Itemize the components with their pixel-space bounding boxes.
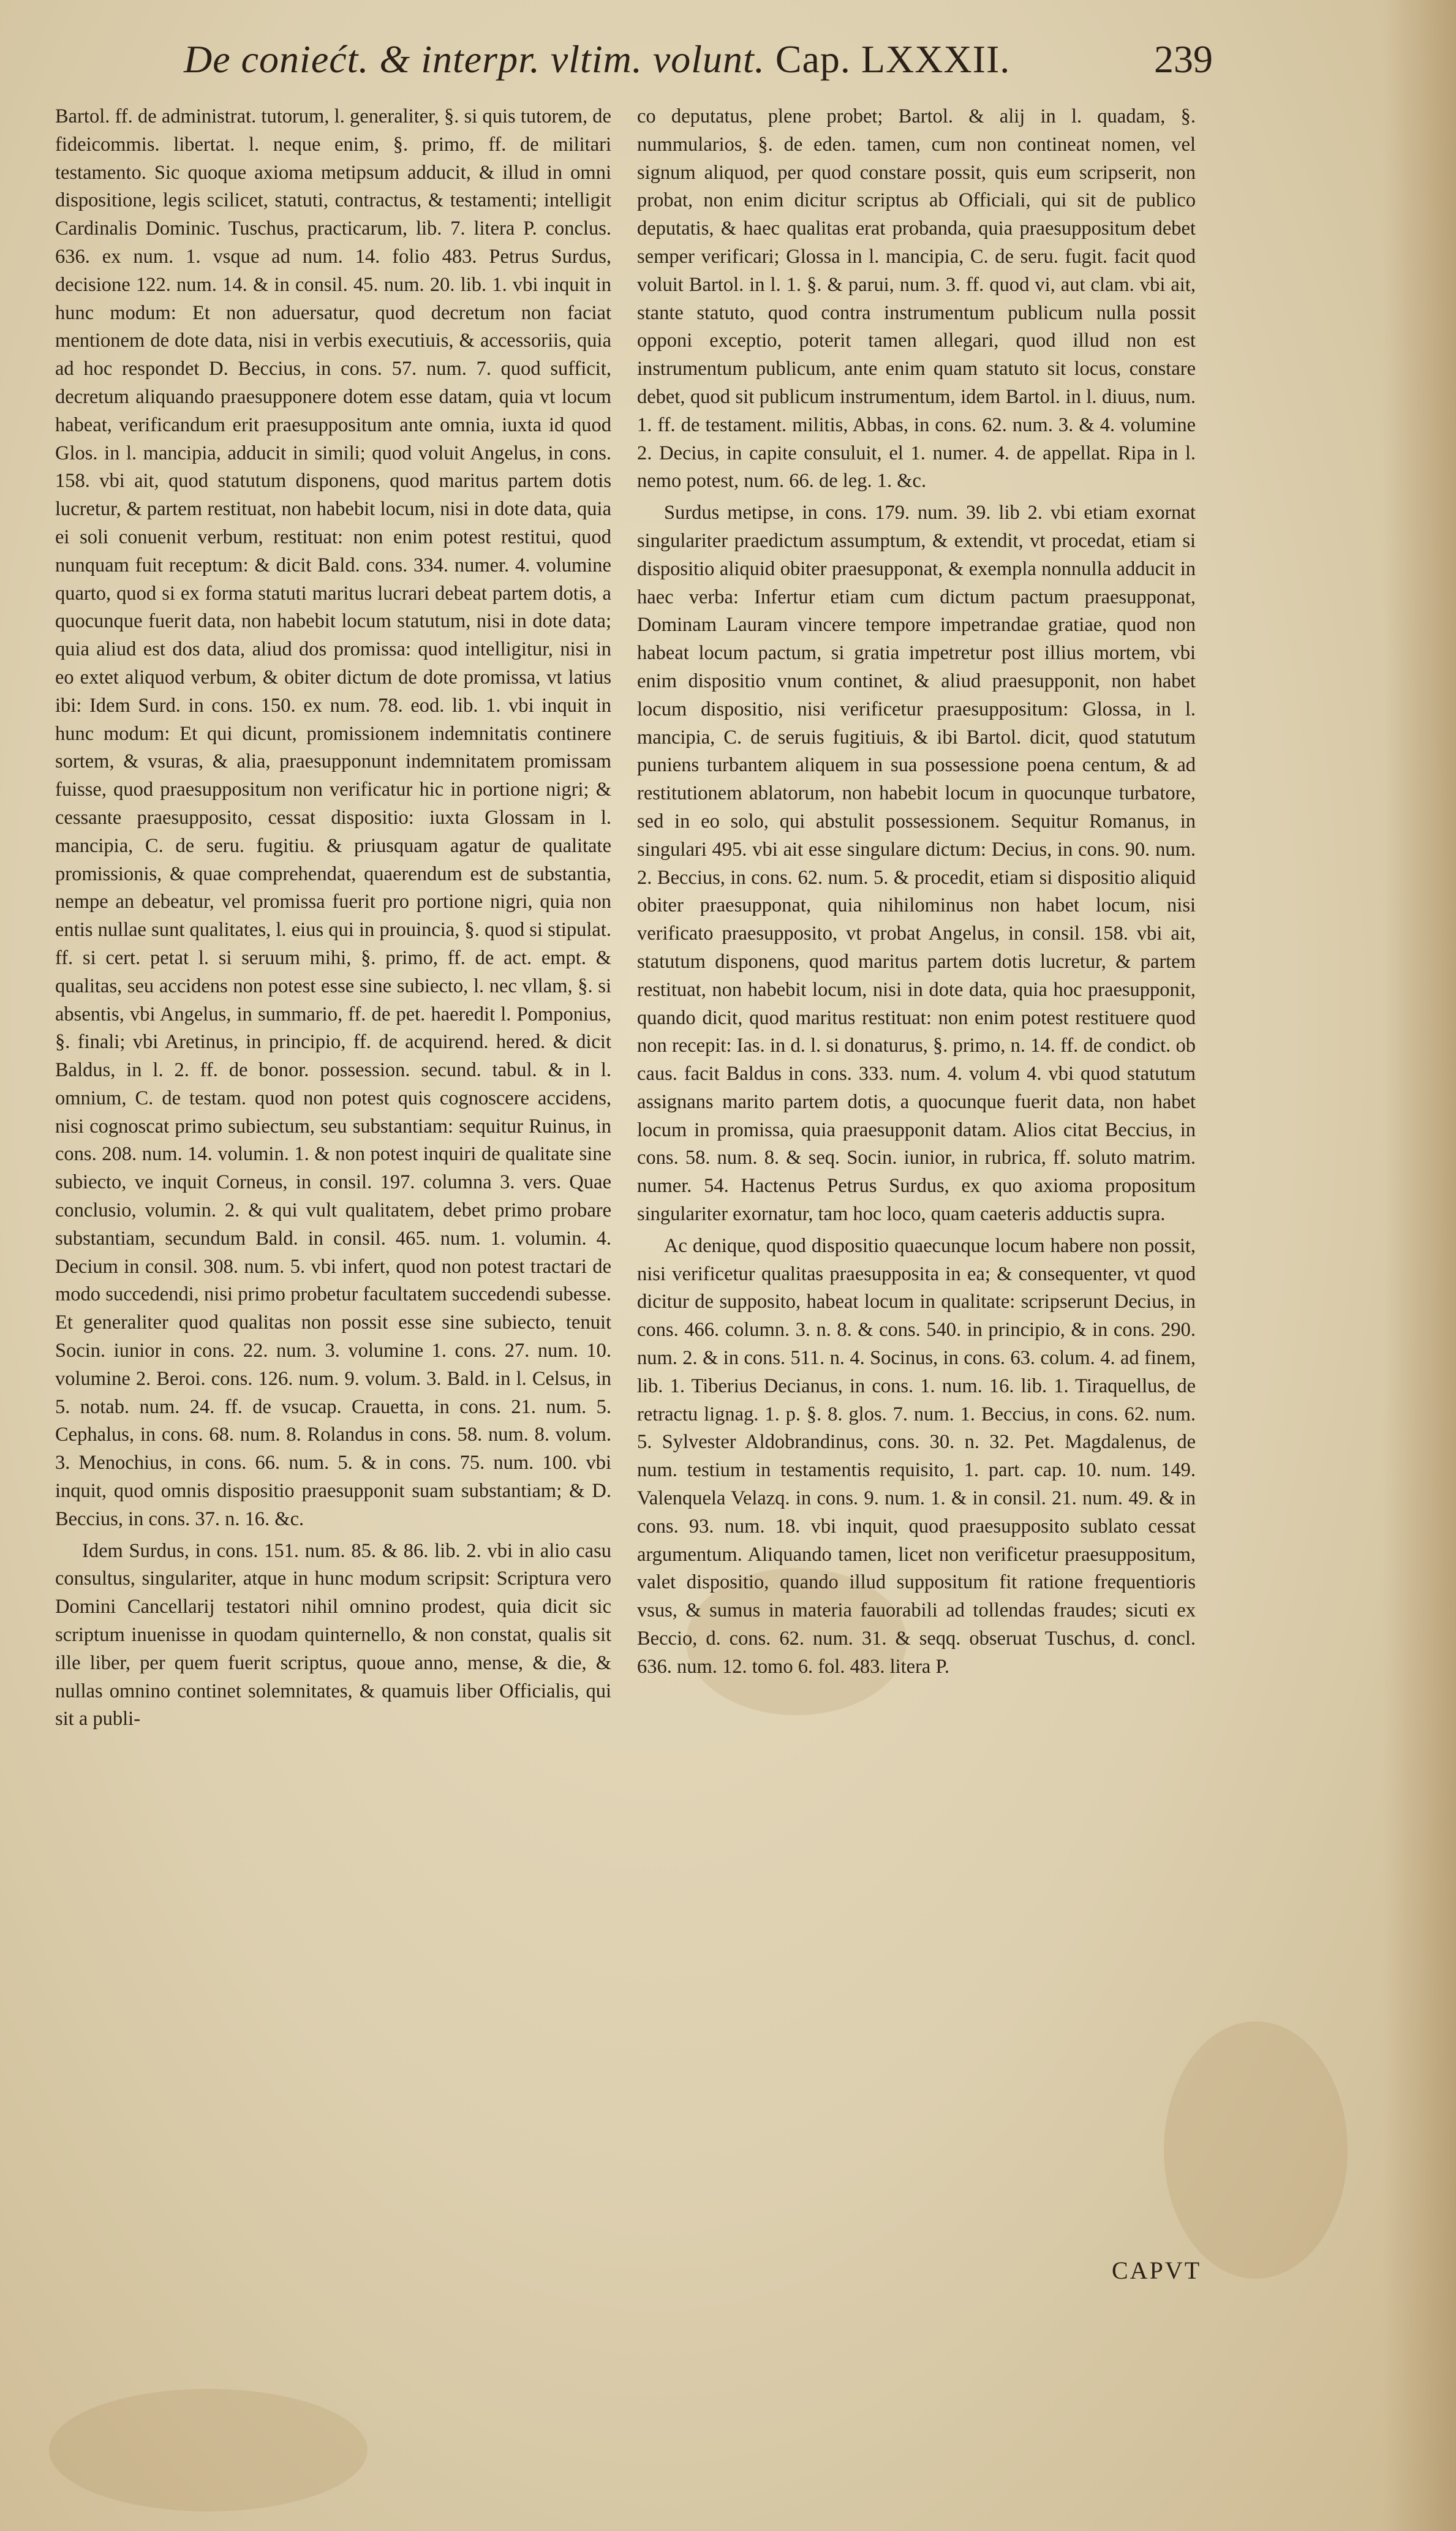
paragraph: Ac denique, quod dispositio quaecunque locum habere non possit, nisi verificetur qualitas praesupposita in ea; & consequenter, vt quod dicitur de supposito, habeat locum in qualitate: scripserunt Decius, in cons. 466. column. 3. n. 8. & cons. 540. in principio, & in cons. 290. num. 2. & in cons. 511. n. 4. Socinus, in cons. 63. colum. 4. ad finem, lib. 1. Tiberius Decianus, in cons. 1. num. 16. lib. 1. Tiraquellus, de retractu lignag. 1. p. §. 8. glos. 7. num. 1. Beccius, in cons. 62. num. 5. Sylvester Aldobrandinus, cons. 30. n. 32. Pet. Magdalenus, de num. testium in testamentis requisito, 1. part. cap. 10. num. 149. Valenquela Velazq. in cons. 9. num. 1. & in consil. 21. num. 49. & in cons. 93. num. 18. vbi inquit, quod praesupposito sublato cessat argumentum. Aliquando tamen, licet non verificetur praesuppositum, valet dispositio, quando illud suppositum fit ratione frequentioris vsus, & sumus in materia fauorabili ad tollendas fraudes; sicuti ex Beccio, d. cons. 62. num. 31. & seqq. obseruat Tuschus, d. concl. 636. num. 12. tomo 6. fol. 483. litera P. [637, 1234, 1196, 1678]
page-number: 239 [1154, 37, 1213, 81]
running-head-title: De coniećt. & interpr. vltim. volunt. [184, 37, 765, 81]
paragraph: Bartol. ff. de administrat. tutorum, l. generaliter, §. si quis tutorem, de fideicommis. libertat. l. neque enim, §. primo, ff. de militari testamento. Sic quoque axioma metipsum adducit, & illud in omni dispositione, legis scilicet, statuti, contractus, & testamenti; intelligit Cardinalis Dominic. Tuschus, practicarum, lib. 7. litera P. conclus. 636. ex num. 1. vsque ad num. 14. folio 483. Petrus Surdus, decisione 122. num. 14. & in consil. 45. num. 20. lib. 1. vbi inquit in hunc modum: Et non aduersatur, quod decretum non faciat mentionem de dote data, nisi in verbis executiuis, & accessoriis, quia ad hoc respondet D. Beccius, in cons. 57. num. 7. quod sufficit, decretum aliquando praesupponere dotem esse datam, quia vt locum habeat, verificandum erit praesuppositum ante omnia, iuxta id quod Glos. in l. mancipia, adducit in simili; quod voluit Angelus, in cons. 158. vbi ait, quod statutum disponens, quod maritus partem dotis lucretur, & partem restituat, non habebit locum, nisi in dote data, quia ei soli conuenit verbum, restituat: non enim potest restitui, quod nunquam fuit receptum: & dicit Bald. cons. 334. numer. 4. volumine quarto, quod si ex forma statuti maritus lucrari debeat partem dotis, a quocunque fuerit data, non habebit locum statutum, nisi in dote data; quia aliud est dos data, aliud dos promissa: quod intelligitur, nisi in eo extet aliquod verbum, & obiter dictum de dote promissa, vt latius ibi: Idem Surd. in cons. 150. ex num. 78. eod. lib. 1. vbi inquit in hunc modum: Et qui dicunt, promissionem indemnitatis continere sortem, & vsuras, & alia, praesupponunt indemnitatem promissam fuisse, quod praesuppositum non verificatur hic in portione nigri; & cessante praesupposito, cessat dispositio: iuxta Glossam in l. mancipia, C. de seru. fugitiu. & priusquam agatur de qualitate promissionis, & quae comprehendat, quaerendum est de substantia, nempe an debeatur, vel promissa fuerit pro portione nigri, quia non entis nullae sunt qualitates, l. eius qui in prouincia, §. quod si stipulat. ff. si cert. petat l. si seruum mihi, §. primo, ff. de act. empt. & qualitas, seu accidens non potest esse sine subiecto, l. nec vllam, §. si absentis, vbi Angelus, in summario, ff. de pet. haeredit l. Pomponius, §. finali; vbi Aretinus, in principio, ff. de acquirend. hered. & dicit Baldus, in l. 2. ff. de bonor. possession. secund. tabul. & in l. omnium, C. de testam. quod non potest quis cognoscere accidens, nisi cognoscat primo subiectum, seu substantiam: sequitur Ruinus, in cons. 208. num. 14. volumin. 1. & non potest inquiri de qualitate sine subiecto, ve inquit Corneus, in consil. 197. columna 3. vers. Quae conclusio, volumin. 2. & qui vult qualitatem, debet primo probare substantiam, secundum Bald. in consil. 465. num. 1. volumin. 4. Decium in consil. 308. num. 5. vbi infert, quod non potest tractari de modo succedendi, nisi primo probetur facultatem succedendi subesse. Et generaliter quod qualitas non possit esse sine subiecto, tenuit Socin. iunior in cons. 22. num. 3. volumine 1. cons. 27. num. 10. volumine 2. Beroi. cons. 126. num. 9. volum. 3. Bald. in l. Celsus, in 5. notab. num. 24. ff. de vsucap. Crauetta, in cons. 21. num. 5. Cephalus, in cons. 68. num. 8. Rolandus in cons. 58. num. 8. volum. 3. Menochius, in cons. 66. num. 5. & in cons. 75. num. 100. vbi inquit, quod omnis dispositio praesupponit suam substantiam; & D. Beccius, in cons. 37. n. 16. &c. [55, 105, 611, 1530]
paragraph: Idem Surdus, in cons. 151. num. 85. & 86. lib. 2. vbi in alio casu consultus, singulariter, atque in hunc modum scripsit: Scriptura vero Domini Cancellarij testatori nihil omnino prodest, quia dicit sic scriptum inuenisse in quodam quinternello, & non constat, qualis sit ille liber, per quem fuerit scriptus, quoue anno, mense, & die, & nullas omnino continet solemnitates, & quamuis liber Officialis, qui sit a publi- [55, 1539, 611, 1730]
page-edge-shadow [1382, 0, 1456, 2531]
left-column [55, 103, 611, 2284]
paper-stain [49, 2389, 368, 2511]
paragraph: Surdus metipse, in cons. 179. num. 39. lib 2. vbi etiam exornat singulariter praedictum assumptum, & extendit, vt procedat, etiam si dispositio aliquid obiter praesupponat, & exempla nonnulla adducit in haec verba: Infertur etiam cum dictum pactum praesupponat, Dominam Lauram vincere tempore impetrandae gratiae, quod non habeat locum pactum, si gratia impetretur post illius mortem, vbi enim dispositio vnum continet, & aliud praesupponit, non habet locum dispositio, nisi verificetur praesuppositum: Glossa, in l. mancipia, C. de seruis fugitiuis, & ibi Bartol. dicit, quod statutum puniens turbantem aliquem in sua possessione poena centum, & ad restitutionem ablatorum, non habebit locum in quocunque turbatore, sed in eo solo, qui abstulit possessionem. Sequitur Romanus, in singulari 495. vbi ait esse singulare dictum: Decius, in cons. 90. num. 2. Beccius, in cons. 62. num. 5. & procedit, etiam si dispositio aliquid obiter praesupponat, quia nihilominus non habet locum, nisi verificato praesupposito, vt probat Angelus, in consil. 158. vbi ait, statutum disponens, quod maritus partem dotis lucretur, & partem restituat, non habebit locum, nisi in dote data, quia hoc praesupponit, quando dicit, quod maritus restituat: non enim potest restituere quod non recepit: Ias. in d. l. si donaturus, §. primo, n. 14. ff. de condict. ob caus. facit Baldus in cons. 333. num. 4. volum 4. vbi quod statutum assignans marito partem dotis, a quocunque fuerit data, non habet locum in promissa, quia praesupponit datam. Alios citat Beccius, in cons. 58. num. 8. & seq. Socin. iunior, in rubrica, ff. soluto matrim. numer. 54. Hactenus Petrus Surdus, ex quo axioma propositum singulariter exornatur, tam hoc loco, quam caeteris adductis supra. [637, 502, 1196, 1226]
chapter-label: Cap. LXXXII. [775, 37, 1011, 81]
running-head [184, 37, 1010, 82]
right-column [637, 103, 1196, 2284]
catchword: CAPVT [1112, 2257, 1202, 2284]
page-header [184, 25, 1213, 98]
paragraph: co deputatus, plene probet; Bartol. & alij in l. quadam, §. nummularios, §. de eden. tamen, cum non contineat nomen, vel signum aliquod, per quod constare possit, quis eum scripserit, non probat, non enim dicitur scriptus ab Officiali, qui sit de publico deputatis, & haec qualitas erat probanda, quia praesuppositum debet semper verificari; Glossa in l. mancipia, C. de seru. fugit. facit quod voluit Bartol. in l. 1. §. & parui, num. 3. ff. quod vi, aut clam. vbi ait, stante statuto, quod contra instrumentum publicum nulla possit opponi exceptio, poterit tamen allegari, quod illud non est instrumentum publicum, ante enim quam statuto sit locus, constare debet, quod sit publicum instrumentum, idem Bartol. in l. diuus, num. 1. ff. de testament. militis, Abbas, in cons. 62. num. 3. & 4. volumine 2. Decius, in capite consuluit, el 1. numer. 4. de appellat. Ripa in l. nemo potest, num. 66. de leg. 1. &c. [637, 105, 1196, 492]
